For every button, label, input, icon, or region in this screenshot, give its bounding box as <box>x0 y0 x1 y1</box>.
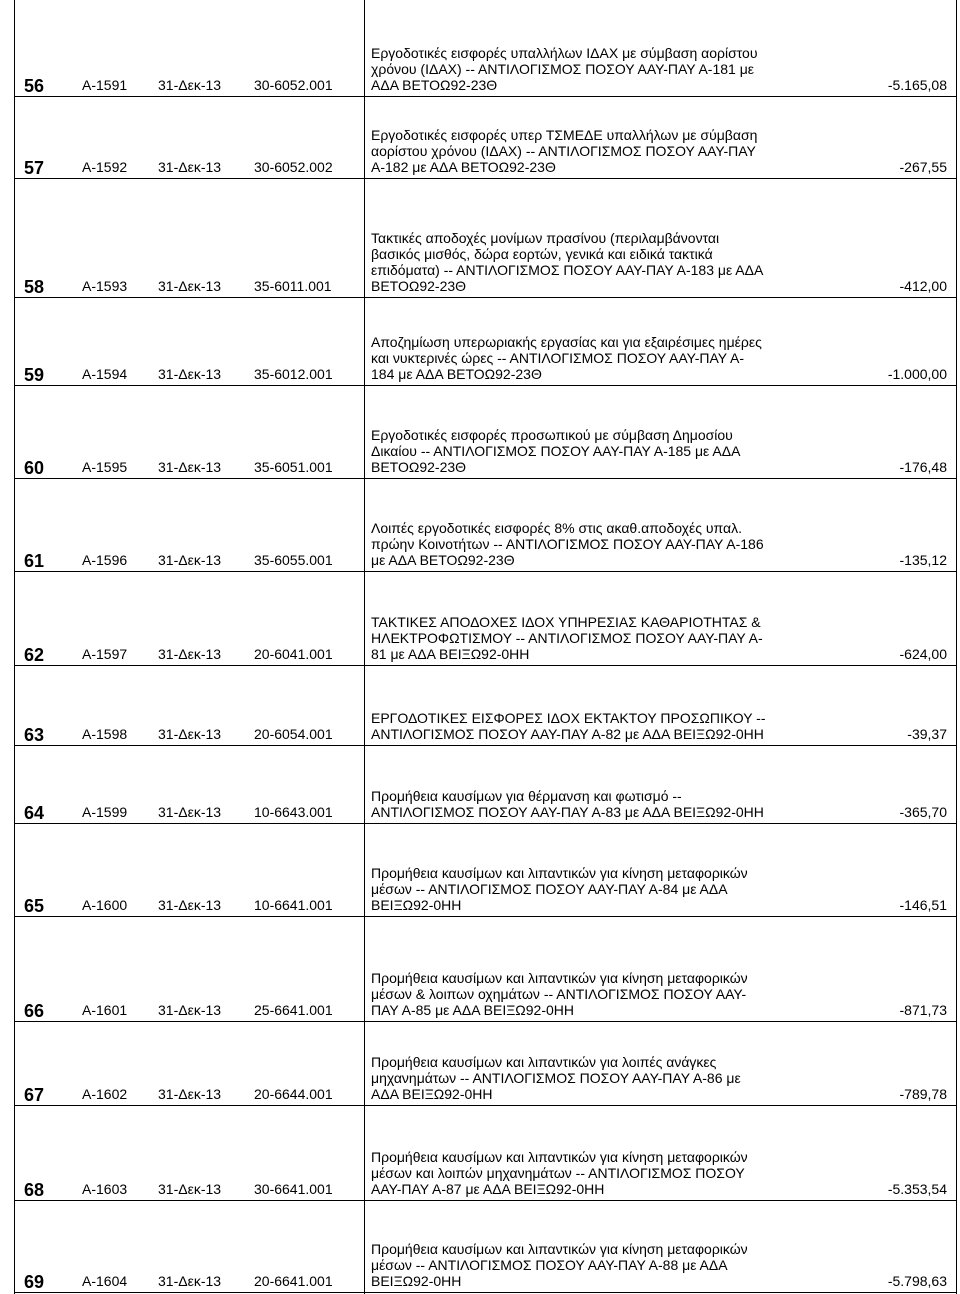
account-code: 20-6644.001 <box>254 1086 333 1102</box>
description <box>371 230 821 294</box>
amount: -135,12 <box>899 552 947 568</box>
table-row <box>0 97 960 178</box>
description-line: μέσων και λοιπών μηχανημάτων -- ΑΝΤΙΛΟΓΙΣΜΟΣ ΠΟΣΟΥ <box>371 1165 745 1181</box>
reference-code: Α-1604 <box>82 1273 128 1289</box>
table-row <box>0 1106 960 1200</box>
account-code: 35-6051.001 <box>254 459 333 475</box>
description-line: Προμήθεια καυσίμων και λιπαντικών για κίνηση μεταφορικών <box>371 1241 748 1257</box>
account-code: 35-6011.001 <box>254 278 332 294</box>
description-line: ΗΛΕΚΤΡΟΦΩΤΙΣΜΟΥ -- ΑΝΤΙΛΟΓΙΣΜΟΣ ΠΟΣΟΥ ΑΑΥ-ΠΑΥ Α- <box>371 630 763 646</box>
description <box>371 1149 821 1197</box>
row-number: 64 <box>24 803 45 823</box>
entry-date: 31-Δεκ-13 <box>158 1086 222 1102</box>
amount: -5.798,63 <box>887 1273 947 1289</box>
account-code: 10-6643.001 <box>254 804 333 820</box>
description-line: Α-182 με ΑΔΑ ΒΕΤΟΩ92-23Θ <box>371 159 556 175</box>
description-line: πρώην Κοινοτήτων -- ΑΝΤΙΛΟΓΙΣΜΟΣ ΠΟΣΟΥ ΑΑΥ-ΠΑΥ Α-186 <box>371 536 764 552</box>
reference-code: Α-1597 <box>82 646 128 662</box>
table-row <box>0 917 960 1021</box>
description-line: Δικαίου -- ΑΝΤΙΛΟΓΙΣΜΟΣ ΠΟΣΟΥ ΑΑΥ-ΠΑΥ Α-185 με ΑΔΑ <box>371 443 741 459</box>
account-code: 20-6041.001 <box>254 646 333 662</box>
amount: -789,78 <box>899 1086 947 1102</box>
table-row <box>0 572 960 665</box>
reference-code: Α-1601 <box>82 1002 128 1018</box>
row-number: 56 <box>24 76 45 96</box>
description-line: Τακτικές αποδοχές μονίμων πρασίνου (περιλαμβάνονται <box>371 230 720 246</box>
row-number: 62 <box>24 645 45 665</box>
entry-date: 31-Δεκ-13 <box>158 804 222 820</box>
account-code: 10-6641.001 <box>254 897 333 913</box>
row-divider <box>14 1292 956 1293</box>
row-number: 59 <box>24 365 45 385</box>
description <box>371 865 821 913</box>
description-line: χρόνου (ΙΔΑΧ) -- ΑΝΤΙΛΟΓΙΣΜΟΣ ΠΟΣΟΥ ΑΑΥ-ΠΑΥ Α-181 με <box>371 61 755 77</box>
description-line: Εργοδοτικές εισφορές προσωπικού με σύμβαση Δημοσίου <box>371 427 733 443</box>
entry-date: 31-Δεκ-13 <box>158 278 222 294</box>
description <box>371 127 821 175</box>
description <box>371 520 821 568</box>
description-line: αορίστου χρόνου (ΙΔΑΧ) -- ΑΝΤΙΛΟΓΙΣΜΟΣ ΠΟΣΟΥ ΑΑΥ-ΠΑΥ <box>371 143 756 159</box>
description <box>371 334 821 382</box>
entry-date: 31-Δεκ-13 <box>158 552 222 568</box>
amount: -176,48 <box>899 459 947 475</box>
reference-code: Α-1599 <box>82 804 128 820</box>
description-line: ΕΡΓΟΔΟΤΙΚΕΣ ΕΙΣΦΟΡΕΣ ΙΔΟΧ ΕΚΤΑΚΤΟΥ ΠΡΟΣΩΠΙΚΟΥ -- <box>371 710 766 726</box>
row-number: 60 <box>24 458 45 478</box>
amount: -146,51 <box>899 897 947 913</box>
description-line: ΒΕΤΟΩ92-23Θ <box>371 278 467 294</box>
amount: -365,70 <box>899 804 947 820</box>
row-number: 66 <box>24 1001 45 1021</box>
amount: -267,55 <box>899 159 947 175</box>
row-number: 61 <box>24 551 45 571</box>
table-row <box>0 746 960 823</box>
account-code: 35-6055.001 <box>254 552 333 568</box>
row-number: 58 <box>24 277 45 297</box>
row-number: 57 <box>24 158 45 178</box>
account-code: 35-6012.001 <box>254 366 333 382</box>
description-line: Προμήθεια καυσίμων και λιπαντικών για κίνηση μεταφορικών <box>371 1149 748 1165</box>
description-line: επιδόματα) -- ΑΝΤΙΛΟΓΙΣΜΟΣ ΠΟΣΟΥ ΑΑΥ-ΠΑΥ Α-183 με ΑΔΑ <box>371 262 764 278</box>
table-row <box>0 666 960 745</box>
entry-date: 31-Δεκ-13 <box>158 1002 222 1018</box>
description <box>371 788 821 820</box>
description <box>371 970 821 1018</box>
description-line: μέσων & λοιπων οχημάτων -- ΑΝΤΙΛΟΓΙΣΜΟΣ ΠΟΣΟΥ ΑΑΥ- <box>371 986 747 1002</box>
description-line: ΑΔΑ ΒΕΙΞΩ92-0ΗΗ <box>371 1086 493 1102</box>
description <box>371 710 821 742</box>
row-number: 68 <box>24 1180 45 1200</box>
amount: -1.000,00 <box>887 366 947 382</box>
row-number: 63 <box>24 725 45 745</box>
description-line: ΠΑΥ Α-85 με ΑΔΑ ΒΕΙΞΩ92-0ΗΗ <box>371 1002 575 1018</box>
entry-date: 31-Δεκ-13 <box>158 726 222 742</box>
description-line: ΒΕΙΞΩ92-0ΗΗ <box>371 897 462 913</box>
amount: -412,00 <box>899 278 947 294</box>
description-line: και νυκτερινές ώρες -- ΑΝΤΙΛΟΓΙΣΜΟΣ ΠΟΣΟΥ ΑΑΥ-ΠΑΥ Α- <box>371 350 744 366</box>
description-line: Εργοδοτικές εισφορές υπαλλήλων ΙΔΑΧ με σύμβαση αορίστου <box>371 45 758 61</box>
reference-code: Α-1596 <box>82 552 128 568</box>
row-number: 69 <box>24 1272 45 1292</box>
description-line: ΑΝΤΙΛΟΓΙΣΜΟΣ ΠΟΣΟΥ ΑΑΥ-ΠΑΥ Α-82 με ΑΔΑ ΒΕΙΞΩ92-0ΗΗ <box>371 726 764 742</box>
row-number: 65 <box>24 896 45 916</box>
account-code: 30-6641.001 <box>254 1181 333 1197</box>
description-line: ΤΑΚΤΙΚΕΣ ΑΠΟΔΟΧΕΣ ΙΔΟΧ ΥΠΗΡΕΣΙΑΣ ΚΑΘΑΡΙΟΤΗΤΑΣ & <box>371 614 761 630</box>
row-number: 67 <box>24 1085 45 1105</box>
table-row <box>0 298 960 385</box>
account-code: 30-6052.001 <box>254 77 333 93</box>
description-line: μέσων -- ΑΝΤΙΛΟΓΙΣΜΟΣ ΠΟΣΟΥ ΑΑΥ-ΠΑΥ Α-84 με ΑΔΑ <box>371 881 728 897</box>
table-row <box>0 1201 960 1292</box>
description <box>371 1054 821 1102</box>
amount: -5.353,54 <box>887 1181 947 1197</box>
description-line: Προμήθεια καυσίμων για θέρμανση και φωτισμό -- <box>371 788 682 804</box>
description-line: μέσων -- ΑΝΤΙΛΟΓΙΣΜΟΣ ΠΟΣΟΥ ΑΑΥ-ΠΑΥ Α-88 με ΑΔΑ <box>371 1257 728 1273</box>
entry-date: 31-Δεκ-13 <box>158 77 222 93</box>
table-row <box>0 179 960 297</box>
description-line: μηχανημάτων -- ΑΝΤΙΛΟΓΙΣΜΟΣ ΠΟΣΟΥ ΑΑΥ-ΠΑΥ Α-86 με <box>371 1070 741 1086</box>
table-row <box>0 824 960 916</box>
description-line: με ΑΔΑ ΒΕΤΟΩ92-23Θ <box>371 552 515 568</box>
description <box>371 1241 821 1289</box>
description-line: Εργοδοτικές εισφορές υπερ ΤΣΜΕΔΕ υπαλλήλων με σύμβαση <box>371 127 758 143</box>
description-line: Λοιπές εργοδοτικές εισφορές 8% στις ακαθ.αποδοχές υπαλ. <box>371 520 742 536</box>
account-code: 20-6054.001 <box>254 726 333 742</box>
amount: -624,00 <box>899 646 947 662</box>
description-line: βασικός μισθός, δώρα εορτών, γενικά και ειδικά τακτικά <box>371 246 713 262</box>
description-line: ΒΕΙΞΩ92-0ΗΗ <box>371 1273 462 1289</box>
account-code: 20-6641.001 <box>254 1273 333 1289</box>
entry-date: 31-Δεκ-13 <box>158 646 222 662</box>
entry-date: 31-Δεκ-13 <box>158 1273 222 1289</box>
entry-date: 31-Δεκ-13 <box>158 459 222 475</box>
description <box>371 427 821 475</box>
description-line: Αποζημίωση υπερωριακής εργασίας και για εξαιρέσιμες ημέρες <box>371 334 762 350</box>
table-row <box>0 386 960 478</box>
description <box>371 614 821 662</box>
table-row <box>0 479 960 571</box>
description-line: ΒΕΤΟΩ92-23Θ <box>371 459 467 475</box>
account-code: 30-6052.002 <box>254 159 333 175</box>
description-line: 81 με ΑΔΑ ΒΕΙΞΩ92-0ΗΗ <box>371 646 530 662</box>
amount: -5.165,08 <box>887 77 947 93</box>
entry-date: 31-Δεκ-13 <box>158 897 222 913</box>
reference-code: Α-1603 <box>82 1181 128 1197</box>
entry-date: 31-Δεκ-13 <box>158 1181 222 1197</box>
description-line: Προμήθεια καυσίμων και λιπαντικών για λοιπές ανάγκες <box>371 1054 717 1070</box>
description-line: Προμήθεια καυσίμων και λιπαντικών για κίνηση μεταφορικών <box>371 970 748 986</box>
reference-code: Α-1595 <box>82 459 128 475</box>
amount: -871,73 <box>899 1002 947 1018</box>
entry-date: 31-Δεκ-13 <box>158 366 222 382</box>
description <box>371 45 821 93</box>
reference-code: Α-1598 <box>82 726 128 742</box>
account-code: 25-6641.001 <box>254 1002 333 1018</box>
reference-code: Α-1594 <box>82 366 128 382</box>
reference-code: Α-1600 <box>82 897 128 913</box>
entry-date: 31-Δεκ-13 <box>158 159 222 175</box>
amount: -39,37 <box>907 726 947 742</box>
description-line: ΑΔΑ ΒΕΤΟΩ92-23Θ <box>371 77 498 93</box>
reference-code: Α-1592 <box>82 159 128 175</box>
reference-code: Α-1593 <box>82 278 128 294</box>
reference-code: Α-1602 <box>82 1086 128 1102</box>
description-line: Προμήθεια καυσίμων και λιπαντικών για κίνηση μεταφορικών <box>371 865 748 881</box>
description-line: ΑΝΤΙΛΟΓΙΣΜΟΣ ΠΟΣΟΥ ΑΑΥ-ΠΑΥ Α-83 με ΑΔΑ ΒΕΙΞΩ92-0ΗΗ <box>371 804 764 820</box>
description-line: ΑΑΥ-ΠΑΥ Α-87 με ΑΔΑ ΒΕΙΞΩ92-0ΗΗ <box>371 1181 605 1197</box>
table-row <box>0 1022 960 1105</box>
reference-code: Α-1591 <box>82 77 128 93</box>
table-row <box>0 0 960 96</box>
description-line: 184 με ΑΔΑ ΒΕΤΟΩ92-23Θ <box>371 366 542 382</box>
